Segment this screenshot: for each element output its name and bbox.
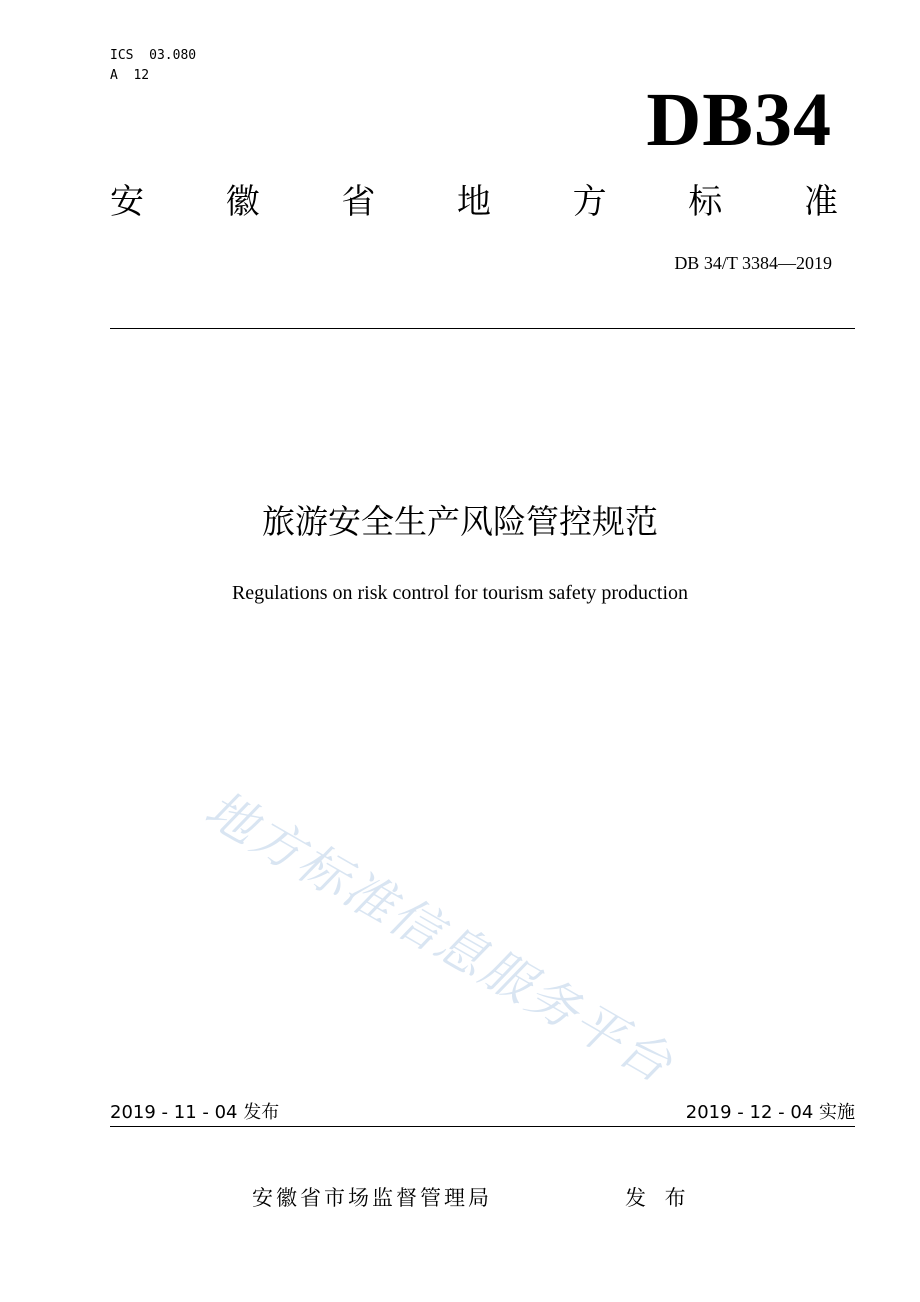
province-char: 地 xyxy=(456,182,491,222)
publish-label: 发 布 xyxy=(625,1186,692,1210)
bottom-divider xyxy=(110,1126,855,1127)
standard-category-heading xyxy=(110,176,838,228)
top-divider xyxy=(110,328,855,329)
document-title-english: Regulations on risk control for tourism safety production xyxy=(231,582,689,604)
province-char: 徽 xyxy=(225,182,260,222)
watermark: 地方标准信息服务平台 xyxy=(195,779,684,1095)
classification-codes xyxy=(110,46,196,86)
province-char: 省 xyxy=(341,182,376,222)
province-char: 准 xyxy=(803,182,838,222)
ics-code: ICS 03.080 xyxy=(110,48,197,63)
implementation-date: 2019 - 12 - 04 实施 xyxy=(685,1102,855,1123)
province-char: 标 xyxy=(688,182,723,222)
ccs-code: A 12 xyxy=(110,68,150,83)
standard-prefix: DB34 xyxy=(646,78,832,162)
province-char: 安 xyxy=(110,182,144,222)
publisher-name: 安徽省市场监督管理局 xyxy=(252,1186,492,1210)
issue-date: 2019 - 11 - 04 发布 xyxy=(110,1102,280,1123)
standard-code: DB 34/T 3384—2019 xyxy=(674,253,832,273)
document-title-chinese: 旅游安全生产风险管控规范 xyxy=(262,502,658,541)
province-char: 方 xyxy=(572,182,607,222)
